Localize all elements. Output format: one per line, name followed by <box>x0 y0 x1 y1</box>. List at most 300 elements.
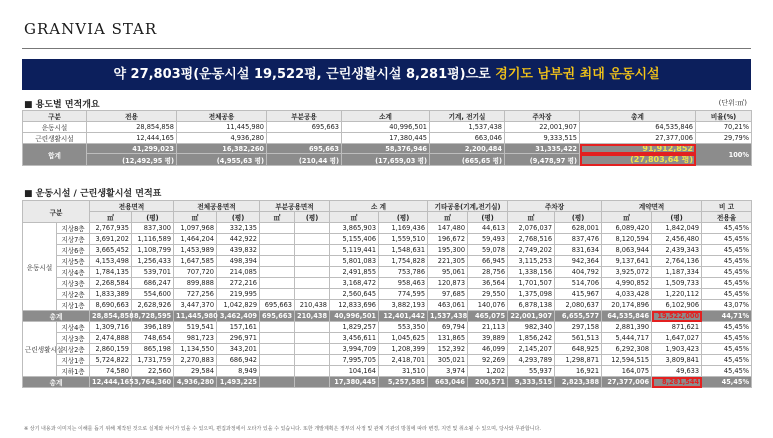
usage-area-table <box>22 110 752 166</box>
table-cell: 8,120,594 <box>602 234 652 245</box>
table-cell: 554,600 <box>132 289 174 300</box>
table-cell: 695,663 <box>267 144 342 154</box>
table-cell: 1,134,550 <box>174 344 217 355</box>
table-cell: 12,594,515 <box>602 355 652 366</box>
table-cell: 58,376,946 <box>342 144 430 154</box>
table-cell: 17,380,445 <box>330 377 379 388</box>
table-cell: (210,44 평) <box>267 154 342 166</box>
table-cell: 519,541 <box>174 322 217 333</box>
table-cell: 120,873 <box>428 278 468 289</box>
table-cell: 3,447,370 <box>174 300 217 311</box>
table-cell <box>295 245 330 256</box>
table-cell: 131,865 <box>428 333 468 344</box>
table-cell: 17,380,445 <box>342 133 430 144</box>
table-cell: 5,444,717 <box>602 333 652 344</box>
table-cell: 1,537,438 <box>430 122 505 133</box>
table-cell: 561,513 <box>555 333 602 344</box>
table-cell: 774,595 <box>379 289 428 300</box>
table-cell: 1,647,585 <box>174 256 217 267</box>
table-cell: ㎡ <box>90 212 132 223</box>
table-cell: 1,338,156 <box>508 267 555 278</box>
table-cell: 21,113 <box>468 322 508 333</box>
table-cell: 지상4층 <box>57 322 90 333</box>
table-cell: 219,995 <box>217 289 260 300</box>
table-cell: 95,061 <box>428 267 468 278</box>
table-cell: 3,168,472 <box>330 278 379 289</box>
table-cell: 439,832 <box>217 245 260 256</box>
table-cell: 2,456,480 <box>652 234 702 245</box>
table-cell: (17,659,03 평) <box>342 154 430 166</box>
table-header <box>23 201 752 212</box>
table-cell: 29,584 <box>174 366 217 377</box>
table-cell: 8,281,544 <box>652 377 702 388</box>
section-title-usage: ■ 용도별 면적개요 <box>24 100 100 110</box>
table-cell: 5,257,585 <box>379 377 428 388</box>
section-title-area: ■ 운동시설 / 근린생활시설 면적표 <box>24 189 162 199</box>
table-row <box>23 122 752 133</box>
total-row <box>23 144 752 154</box>
table-cell: 396,189 <box>132 322 174 333</box>
table-cell: 157,161 <box>217 322 260 333</box>
table-row <box>23 133 752 144</box>
table-row <box>23 289 752 300</box>
table-cell: 70,21% <box>696 122 752 133</box>
table-cell: 6,102,906 <box>652 300 702 311</box>
table-row <box>23 355 752 366</box>
table-cell: ㎡ <box>428 212 468 223</box>
table-cell: 695,663 <box>267 122 342 133</box>
table-cell <box>260 377 295 388</box>
table-cell: 비율(%) <box>696 111 752 122</box>
table-cell: 871,621 <box>652 322 702 333</box>
table-cell: ㎡ <box>330 212 379 223</box>
table-cell: 3,925,072 <box>602 267 652 278</box>
table-cell: 1,493,225 <box>217 377 260 388</box>
total-row <box>23 377 752 388</box>
table-cell: 305,021 <box>428 355 468 366</box>
brand-logo: GRANVIA STAR <box>24 20 158 38</box>
table-cell: 9,137,641 <box>602 256 652 267</box>
table-cell: 지상3층 <box>57 278 90 289</box>
table-cell: 45,45% <box>702 245 752 256</box>
table-cell: 전체공용 <box>177 111 267 122</box>
table-cell: 663,046 <box>430 133 505 144</box>
table-cell: ㎡ <box>508 212 555 223</box>
table-cell <box>260 344 295 355</box>
table-cell: 27,377,006 <box>602 377 652 388</box>
table-cell: 구분 <box>23 201 90 223</box>
table-cell: (평) <box>295 212 330 223</box>
table-cell: 45,45% <box>702 223 752 234</box>
table-cell: 3,865,903 <box>330 223 379 234</box>
table-cell: 707,720 <box>174 267 217 278</box>
table-cell: 45,45% <box>702 234 752 245</box>
table-cell: 45,45% <box>702 256 752 267</box>
table-cell: 1,856,242 <box>508 333 555 344</box>
table-cell: 4,936,280 <box>174 377 217 388</box>
table-subheader <box>23 212 752 223</box>
table-cell: 831,634 <box>555 245 602 256</box>
table-cell: ㎡ <box>174 212 217 223</box>
table-cell: 2,560,645 <box>330 289 379 300</box>
table-cell: 92,269 <box>468 355 508 366</box>
table-cell: 계약면적 <box>602 201 702 212</box>
table-cell: 74,580 <box>90 366 132 377</box>
table-cell: 297,158 <box>555 322 602 333</box>
table-cell: 소 계 <box>330 201 428 212</box>
table-cell: 39,889 <box>468 333 508 344</box>
table-cell: 1,464,204 <box>174 234 217 245</box>
divider <box>22 48 751 49</box>
table-cell: 지상6층 <box>57 245 90 256</box>
table-cell: 2,080,637 <box>555 300 602 311</box>
table-cell: ㎡ <box>602 212 652 223</box>
table-cell: 12,401,442 <box>379 311 428 322</box>
table-cell: 부분공용면적 <box>260 201 330 212</box>
table-cell: 총계 <box>23 311 90 322</box>
table-cell: 1,256,433 <box>132 256 174 267</box>
table-cell: 5,119,441 <box>330 245 379 256</box>
table-cell: 8,063,944 <box>602 245 652 256</box>
table-cell: 2,764,136 <box>652 256 702 267</box>
table-cell: 59,493 <box>468 234 508 245</box>
table-cell: 합계 <box>23 144 87 166</box>
table-cell <box>260 322 295 333</box>
table-cell: 주차장 <box>508 201 602 212</box>
table-cell: 45,45% <box>702 355 752 366</box>
table-cell: 1,647,027 <box>652 333 702 344</box>
table-cell: 3,974 <box>428 366 468 377</box>
table-cell: 3,115,253 <box>508 256 555 267</box>
table-cell: 981,723 <box>174 333 217 344</box>
table-cell <box>260 234 295 245</box>
table-cell: 2,076,037 <box>508 223 555 234</box>
table-cell: 11,445,980 <box>177 122 267 133</box>
table-row <box>23 322 752 333</box>
table-cell: 5,801,083 <box>330 256 379 267</box>
table-cell: 1,731,759 <box>132 355 174 366</box>
table-cell: 27,377,006 <box>580 133 696 144</box>
table-cell: (27,803,64 평) <box>580 154 696 166</box>
table-cell <box>267 133 342 144</box>
table-cell: 104,164 <box>330 366 379 377</box>
table-cell: 3,994,709 <box>330 344 379 355</box>
table-cell: 91,912,852 <box>580 144 696 154</box>
table-cell: 2,881,390 <box>602 322 652 333</box>
table-cell: 12,444,165 <box>87 133 177 144</box>
table-cell: 6,089,420 <box>602 223 652 234</box>
table-cell: 3,665,452 <box>90 245 132 256</box>
table-cell: 66,945 <box>468 256 508 267</box>
table-cell <box>260 366 295 377</box>
table-cell: (평) <box>555 212 602 223</box>
table-cell: 442,922 <box>217 234 260 245</box>
table-cell: 221,305 <box>428 256 468 267</box>
table-cell <box>295 322 330 333</box>
table-cell: 19,522,000 <box>652 311 702 322</box>
table-cell: 22,001,907 <box>508 311 555 322</box>
table-cell: 43,07% <box>702 300 752 311</box>
table-cell: 727,256 <box>174 289 217 300</box>
table-cell: 4,936,280 <box>177 133 267 144</box>
table-cell: 958,463 <box>379 278 428 289</box>
table-cell: 1,559,510 <box>379 234 428 245</box>
table-cell: 663,046 <box>428 377 468 388</box>
headline-banner <box>22 59 751 90</box>
table-cell: 1,298,871 <box>555 355 602 366</box>
table-row <box>23 234 752 245</box>
table-cell: 운동시설 <box>23 122 87 133</box>
table-cell: 지상3층 <box>57 333 90 344</box>
table-cell: 1,220,112 <box>652 289 702 300</box>
area-detail-table <box>22 200 752 388</box>
table-cell: 1,309,716 <box>90 322 132 333</box>
table-cell: 28,854,858 <box>90 311 132 322</box>
table-cell: 55,937 <box>508 366 555 377</box>
table-cell: 6,292,308 <box>602 344 652 355</box>
table-cell: 1,754,828 <box>379 256 428 267</box>
table-cell: 3,809,841 <box>652 355 702 366</box>
table-cell: 40,996,501 <box>330 311 379 322</box>
table-cell: 695,663 <box>260 300 295 311</box>
table-cell <box>260 278 295 289</box>
table-cell: 운동시설 <box>23 223 57 311</box>
table-cell: 415,967 <box>555 289 602 300</box>
table-cell: 865,198 <box>132 344 174 355</box>
table-cell: 41,299,023 <box>87 144 177 154</box>
table-cell: 1,842,049 <box>652 223 702 234</box>
table-cell: 498,394 <box>217 256 260 267</box>
table-cell: 147,480 <box>428 223 468 234</box>
table-cell: 12,444,165 <box>90 377 132 388</box>
table-cell: 2,491,855 <box>330 267 379 278</box>
table-cell: 전용면적 <box>90 201 174 212</box>
table-cell: 1,187,334 <box>652 267 702 278</box>
table-cell: 648,925 <box>555 344 602 355</box>
table-cell: 214,085 <box>217 267 260 278</box>
table-cell: 8,949 <box>217 366 260 377</box>
table-cell: 45,45% <box>702 322 752 333</box>
table-cell: 695,663 <box>260 311 295 322</box>
table-cell: 296,971 <box>217 333 260 344</box>
total-row-pyeong <box>23 154 752 166</box>
table-cell: 2,768,516 <box>508 234 555 245</box>
table-cell: 전체공용면적 <box>174 201 260 212</box>
table-cell: 196,672 <box>428 234 468 245</box>
table-cell: 1,097,968 <box>174 223 217 234</box>
table-cell: 152,392 <box>428 344 468 355</box>
table-cell: 6,655,577 <box>555 311 602 322</box>
table-cell <box>295 333 330 344</box>
table-row <box>23 278 752 289</box>
table-cell: 지상2층 <box>57 344 90 355</box>
table-cell: 942,364 <box>555 256 602 267</box>
table-cell: 지상1층 <box>57 355 90 366</box>
table-cell <box>295 278 330 289</box>
table-cell: 지상2층 <box>57 289 90 300</box>
table-cell: 2,860,159 <box>90 344 132 355</box>
table-cell: 748,654 <box>132 333 174 344</box>
table-row <box>23 267 752 278</box>
table-cell: 2,268,584 <box>90 278 132 289</box>
table-cell: 근린생활시설 <box>23 133 87 144</box>
table-cell: 40,996,501 <box>342 122 430 133</box>
total-row <box>23 311 752 322</box>
table-cell: 3,456,611 <box>330 333 379 344</box>
banner-highlight: 경기도 남부권 최대 운동시설 <box>495 67 660 82</box>
table-cell: ㎡ <box>260 212 295 223</box>
table-cell: 2,418,701 <box>379 355 428 366</box>
table-row <box>23 245 752 256</box>
table-cell: 3,764,360 <box>132 377 174 388</box>
table-cell: 1,116,589 <box>132 234 174 245</box>
table-cell: 2,823,388 <box>555 377 602 388</box>
table-cell: 100% <box>696 144 752 166</box>
table-cell: 272,216 <box>217 278 260 289</box>
table-cell: 2,200,484 <box>430 144 505 154</box>
table-cell: 46,099 <box>468 344 508 355</box>
table-row <box>23 223 752 234</box>
table-cell: 97,685 <box>428 289 468 300</box>
table-cell: 31,335,422 <box>505 144 580 154</box>
table-cell: 총계 <box>23 377 90 388</box>
table-cell: 210,438 <box>295 300 330 311</box>
table-cell: 465,075 <box>468 311 508 322</box>
table-cell: 22,560 <box>132 366 174 377</box>
table-cell: 45,45% <box>702 344 752 355</box>
table-cell: 210,438 <box>295 311 330 322</box>
table-cell: 지상7층 <box>57 234 90 245</box>
table-cell: 29,79% <box>696 133 752 144</box>
table-cell: 28,854,858 <box>87 122 177 133</box>
table-cell: 2,439,343 <box>652 245 702 256</box>
table-cell: 44,613 <box>468 223 508 234</box>
table-cell: 31,510 <box>379 366 428 377</box>
table-cell: 44,71% <box>702 311 752 322</box>
table-cell: (665,65 평) <box>430 154 505 166</box>
table-cell: 686,247 <box>132 278 174 289</box>
banner-text: 약 27,803평(운동시설 19,522평, 근린생활시설 8,281평)으로 <box>113 67 496 82</box>
table-cell: 195,300 <box>428 245 468 256</box>
table-cell: 5,724,822 <box>90 355 132 366</box>
table-cell: 1,042,829 <box>217 300 260 311</box>
table-cell: 총계 <box>580 111 696 122</box>
table-cell: 9,333,515 <box>505 133 580 144</box>
table-cell: 전용 <box>87 111 177 122</box>
table-cell: 164,075 <box>602 366 652 377</box>
table-cell: 2,767,935 <box>90 223 132 234</box>
table-cell <box>260 245 295 256</box>
table-cell: 2,474,888 <box>90 333 132 344</box>
table-cell: 지하1층 <box>57 366 90 377</box>
table-cell: 구분 <box>23 111 87 122</box>
table-cell: 12,833,696 <box>330 300 379 311</box>
table-cell: 628,001 <box>555 223 602 234</box>
table-cell: 8,728,595 <box>132 311 174 322</box>
table-cell: (9,478,97 평) <box>505 154 580 166</box>
table-cell: 3,691,202 <box>90 234 132 245</box>
table-cell: 1,903,423 <box>652 344 702 355</box>
table-cell: (평) <box>217 212 260 223</box>
table-cell: 전용율 <box>702 212 752 223</box>
table-cell <box>295 234 330 245</box>
table-cell: 지상4층 <box>57 267 90 278</box>
table-cell: 9,333,515 <box>508 377 555 388</box>
table-cell: 근린생활시설 <box>23 322 57 377</box>
table-cell: 7,995,705 <box>330 355 379 366</box>
table-cell: 16,921 <box>555 366 602 377</box>
table-cell <box>260 289 295 300</box>
table-cell: 1,169,436 <box>379 223 428 234</box>
table-cell: 539,701 <box>132 267 174 278</box>
table-cell: 소계 <box>342 111 430 122</box>
table-cell: 1,453,989 <box>174 245 217 256</box>
table-cell <box>295 267 330 278</box>
table-cell <box>295 366 330 377</box>
table-cell: 29,550 <box>468 289 508 300</box>
table-cell: 45,45% <box>702 377 752 388</box>
table-cell: 2,145,207 <box>508 344 555 355</box>
table-cell: 기타공용(기계,전기실) <box>428 201 508 212</box>
table-cell: 22,001,907 <box>505 122 580 133</box>
table-cell: 1,509,733 <box>652 278 702 289</box>
table-cell <box>260 333 295 344</box>
table-cell: 49,633 <box>652 366 702 377</box>
table-cell: 1,784,135 <box>90 267 132 278</box>
table-cell: 837,300 <box>132 223 174 234</box>
table-cell: 463,061 <box>428 300 468 311</box>
table-cell: 553,350 <box>379 322 428 333</box>
table-cell: 1,045,625 <box>379 333 428 344</box>
table-cell: 343,201 <box>217 344 260 355</box>
table-cell <box>260 355 295 366</box>
table-cell: 비 고 <box>702 201 752 212</box>
table-cell: 16,382,260 <box>177 144 267 154</box>
table-cell: 4,153,498 <box>90 256 132 267</box>
table-cell: 45,45% <box>702 333 752 344</box>
table-cell: 982,340 <box>508 322 555 333</box>
unit-label: (단위:㎡) <box>718 99 747 107</box>
table-cell: 1,208,399 <box>379 344 428 355</box>
table-row <box>23 256 752 267</box>
table-cell: 1,548,631 <box>379 245 428 256</box>
table-cell: 지상5층 <box>57 256 90 267</box>
table-cell: 20,174,896 <box>602 300 652 311</box>
table-cell <box>295 223 330 234</box>
table-cell: 지상1층 <box>57 300 90 311</box>
table-cell: 59,078 <box>468 245 508 256</box>
table-cell <box>260 256 295 267</box>
table-cell: 1,108,799 <box>132 245 174 256</box>
table-cell: 6,878,138 <box>508 300 555 311</box>
table-row <box>23 344 752 355</box>
table-cell <box>295 256 330 267</box>
table-cell: 주차장 <box>505 111 580 122</box>
table-cell: (평) <box>379 212 428 223</box>
table-cell: 45,45% <box>702 267 752 278</box>
table-header <box>23 111 752 122</box>
table-cell: 1,202 <box>468 366 508 377</box>
table-cell: 69,794 <box>428 322 468 333</box>
table-cell: 36,564 <box>468 278 508 289</box>
table-cell: 4,033,428 <box>602 289 652 300</box>
table-row <box>23 366 752 377</box>
table-cell: 28,756 <box>468 267 508 278</box>
table-cell: (평) <box>652 212 702 223</box>
disclaimer: ※ 상기 내용과 이미지는 이해를 돕기 위해 제작된 것으로 실제와 차이가 있을 수 있으며, 편집과정에서 오타가 있을 수 있습니다. 또한 개발계획은 정부의 사정 및 관계 기관의 방침에 따라 변경, 지연 및 취소될 수 있으며, 당사와 무관합니다. <box>24 426 541 432</box>
table-cell: 686,942 <box>217 355 260 366</box>
table-cell: (12,492,95 평) <box>87 154 177 166</box>
